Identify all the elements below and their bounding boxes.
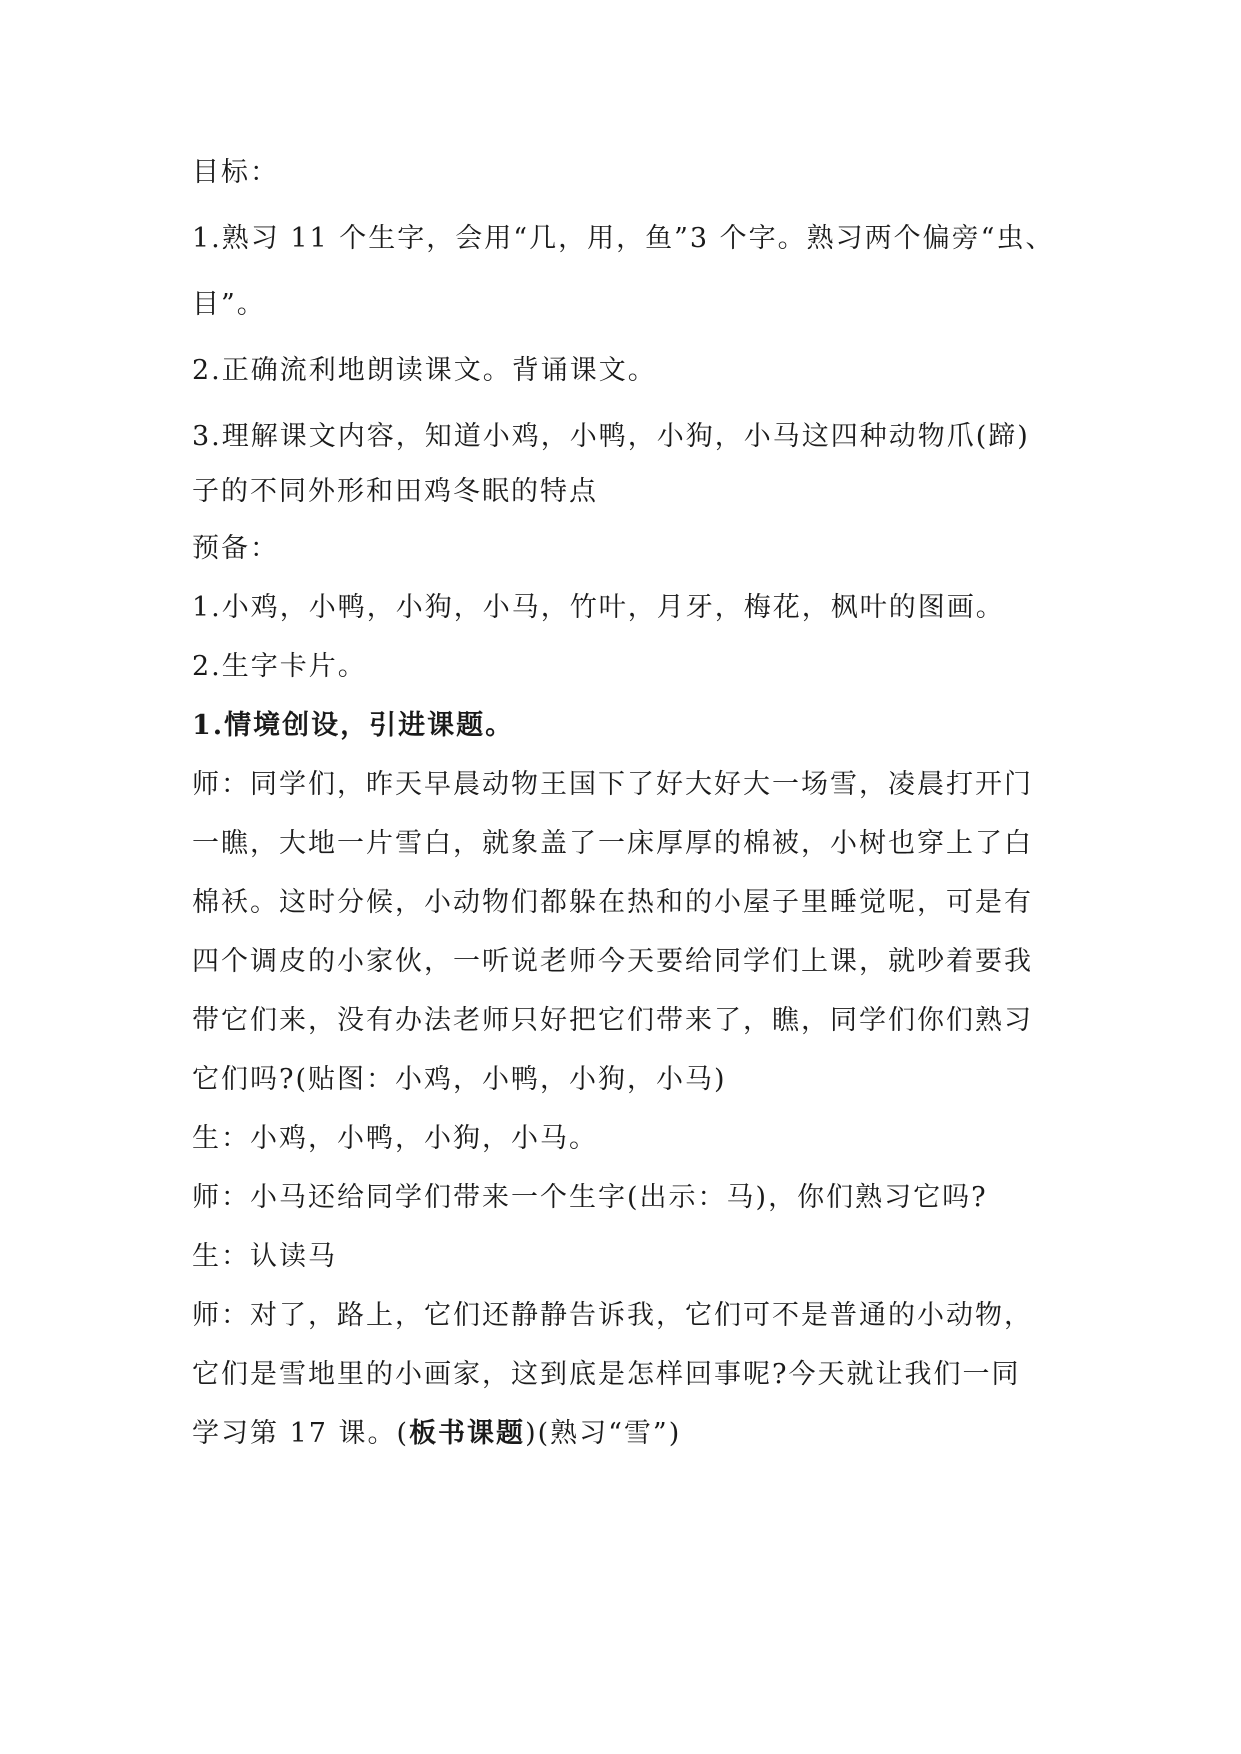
prep-item-1: 1.小鸡，小鸭，小狗，小马，竹叶，月牙，梅花，枫叶的图画。 [192, 592, 1005, 623]
paragraph-5-line-1: 师：对了，路上，它们还静静告诉我，它们可不是普通的小动物， [192, 1300, 1033, 1331]
paragraph-5-line-3-pre: 学习第 17 课。( [192, 1418, 410, 1449]
goal-item-1-line-1: 1.熟习 11 个生字，会用“几，用，鱼”3 个字。熟习两个偏旁“虫、 [192, 223, 1055, 254]
paragraph-4: 生：认读马 [192, 1241, 337, 1272]
board-title-bold: 板书课题 [409, 1418, 526, 1449]
paragraph-5-line-3 [192, 1417, 1072, 1450]
paragraph-1-line-5: 带它们来，没有办法老师只好把它们带来了，瞧，同学们你们熟习 [192, 1005, 1033, 1036]
paragraph-5-line-2: 它们是雪地里的小画家，这到底是怎样回事呢?今天就让我们一同 [192, 1359, 1021, 1390]
paragraph-1-line-6: 它们吗?(贴图：小鸡，小鸭，小狗，小马) [192, 1064, 727, 1095]
paragraph-3: 师：小马还给同学们带来一个生字(出示：马)，你们熟习它吗? [192, 1182, 988, 1213]
paragraph-5-line-3-post: )(熟习“雪”) [525, 1418, 682, 1449]
goals-heading: 目标： [192, 157, 279, 188]
paragraph-1-line-1: 师：同学们，昨天早晨动物王国下了好大好大一场雪，凌晨打开门 [192, 769, 1033, 800]
goal-item-1-line-2: 目”。 [192, 289, 266, 320]
paragraph-1-line-2: 一瞧，大地一片雪白，就象盖了一床厚厚的棉被，小树也穿上了白 [192, 828, 1033, 859]
paragraph-1-line-4: 四个调皮的小家伙，一听说老师今天要给同学们上课，就吵着要我 [192, 946, 1033, 977]
section-1-title: 1.情境创设，引进课题。 [192, 710, 515, 741]
paragraph-1-line-3: 棉袄。这时分候，小动物们都躲在热和的小屋子里睡觉呢，可是有 [192, 887, 1033, 918]
prep-item-2: 2.生字卡片。 [192, 651, 367, 682]
prep-heading: 预备： [192, 533, 279, 564]
paragraph-2: 生：小鸡，小鸭，小狗，小马。 [192, 1123, 598, 1154]
document-body [192, 156, 1072, 1450]
goal-item-3-line-1: 3.理解课文内容，知道小鸡，小鸭，小狗，小马这四种动物爪(蹄) [192, 421, 1030, 452]
goal-item-2: 2.正确流利地朗读课文。背诵课文。 [192, 355, 657, 386]
goal-item-3-line-2: 子的不同外形和田鸡冬眠的特点 [192, 476, 598, 507]
